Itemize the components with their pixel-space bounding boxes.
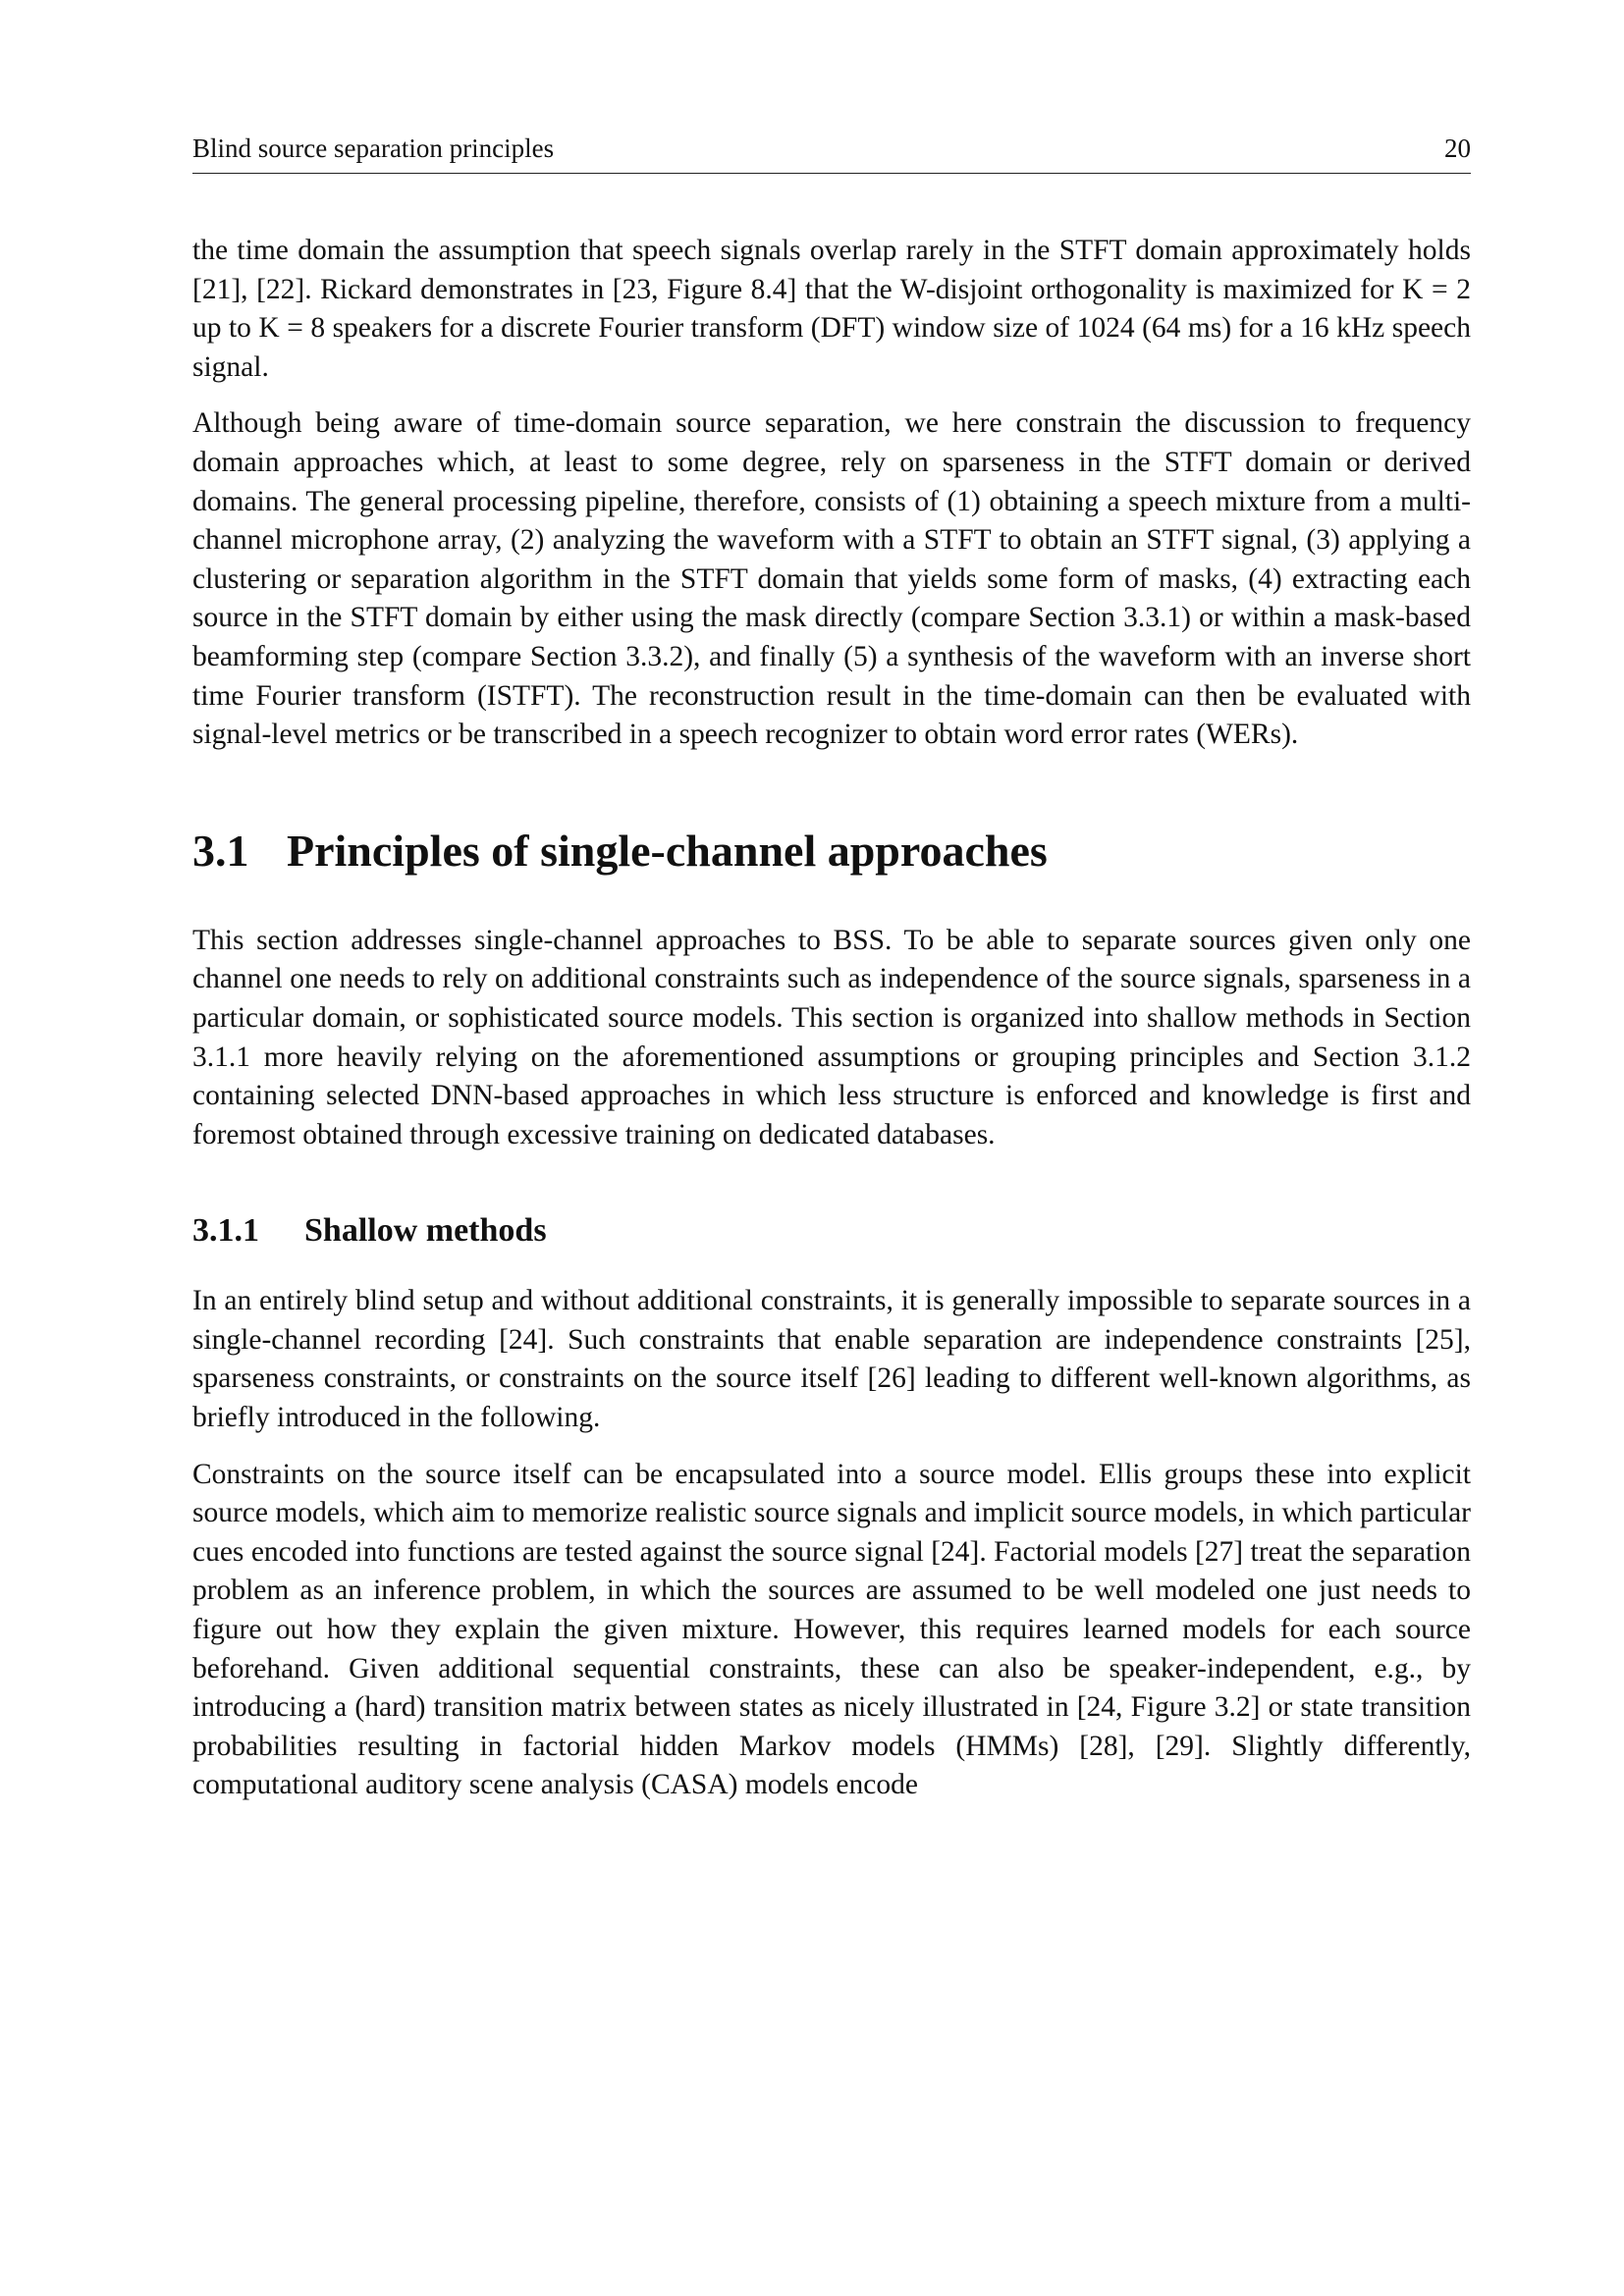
subsection-heading [192, 1209, 1471, 1253]
section-title: Principles of single-channel approaches [287, 825, 1048, 876]
subsection-title: Shallow methods [304, 1212, 547, 1250]
section-number: 3.1 [192, 825, 249, 876]
subsection-paragraph-2: Constraints on the source itself can be encapsulated into a source model. Ellis groups these into explicit source models, which aim to memorize realistic source signals and implicit source models, in which particular cues encoded into functions are tested against the source signal [24]. Factorial models [27] treat the separation problem as an inference problem, in which the sources are assumed to be well modeled one just needs to figure out how they explain the given mixture. However, this requires learned models for each source beforehand. Given additional sequential constraints, these can also be speaker-independent, e.g., by introducing a (hard) transition matrix between states as nicely illustrated in [24, Figure 3.2] or state transition probabilities resulting in factorial hidden Markov models (HMMs) [28], [29]. Slightly differently, computational auditory scene analysis (CASA) models encode [192, 1458, 1471, 1801]
paragraph-intro-1: the time domain the assumption that speech signals overlap rarely in the STFT domain approximately holds [21], [22]. Rickard demonstrates in [23, Figure 8.4] that the W-disjoint orthogonality is maximized for K = 2 up to K = 8 speakers for a discrete Fourier transform (DFT) window size of 1024 (64 ms) for a 16 kHz speech signal. [192, 235, 1471, 383]
body-text [192, 232, 1471, 1823]
page-number: 20 [1444, 133, 1471, 163]
paragraph-intro-2: Although being aware of time-domain source separation, we here constrain the discussion to frequency domain approaches which, at least to some degree, rely on sparseness in the STFT domain or derived domains. The general processing pipeline, therefore, consists of (1) obtaining a speech mixture from a multi-channel microphone array, (2) analyzing the waveform with a STFT to obtain an STFT signal, (3) applying a clustering or separation algorithm in the STFT domain that yields some form of masks, (4) extracting each source in the STFT domain by either using the mask directly (compare Section 3.3.1) or within a mask-based beamforming step (compare Section 3.3.2), and finally (5) a synthesis of the waveform with an inverse short time Fourier transform (ISTFT). The reconstruction result in the time-domain can then be evaluated with signal-level metrics or be transcribed in a speech recognizer to obtain word error rates (WERs). [192, 407, 1471, 751]
subsection-number: 3.1.1 [192, 1212, 259, 1250]
subsection-paragraph-1: In an entirely blind setup and without additional constraints, it is generally impossible to separate sources in a single-channel recording [24]. Such constraints that enable separation are independence constraints [25], sparseness constraints, or constraints on the source itself [26] leading to different well-known algorithms, as briefly introduced in the following. [192, 1285, 1471, 1434]
running-header [192, 132, 1471, 174]
section-heading [192, 824, 1471, 879]
running-header-title: Blind source separation principles [192, 133, 555, 163]
section-paragraph: This section addresses single-channel approaches to BSS. To be able to separate sources given only one channel one needs to rely on additional constraints such as independence of the source signals, sparseness in a particular domain, or sophisticated source models. This section is organized into shallow methods in Section 3.1.1 more heavily relying on the aforementioned assumptions or grouping principles and Section 3.1.2 containing selected DNN-based approaches in which less structure is enforced and knowledge is first and foremost obtained through excessive training on dedicated databases. [192, 924, 1471, 1150]
